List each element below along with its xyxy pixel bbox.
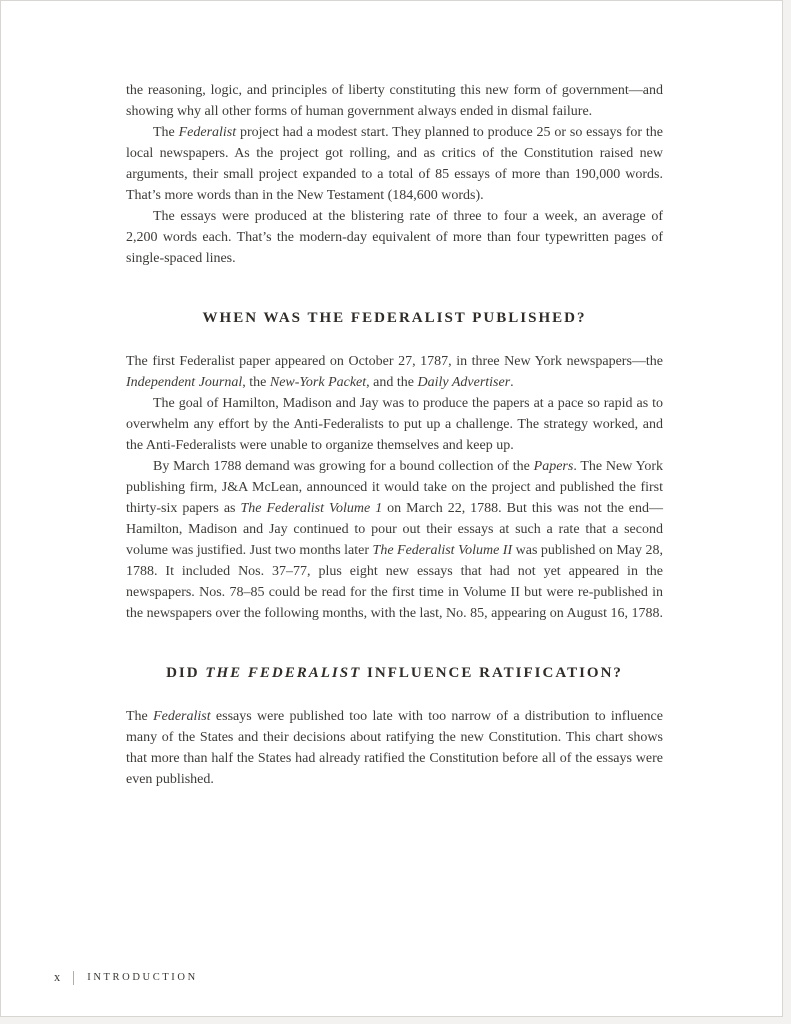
italic-text-run: The Federalist Volume 1	[240, 501, 383, 516]
text-run: The essays were produced at the blistering rate of three to four a week, an average of 2,200 words each. That’s the modern-day equivalent of more than four typewritten pages of single-spaced lines.	[126, 209, 663, 266]
italic-text-run: The Federalist Volume II	[372, 543, 513, 558]
text-run: on March 22, 1788. But this was not the end—Hamilton, Madison and Jay continued to pour out their essays at such a rate that a second volume was justified. Just two months later	[126, 501, 663, 558]
text-run: . The New York publishing firm, J&A McLean, announced it would take on the project and published the first thirty-six papers as	[126, 459, 663, 516]
italic-text-run: Federalist	[178, 125, 237, 140]
italic-text-run: Daily Advertiser	[417, 375, 511, 390]
text-run: , the	[242, 375, 270, 390]
text-run: essays were published too late with too narrow of a distribution to influence many of the States and their decisions about ratifying the new Constitution. This chart shows that more than half the States had already ratified the Constitution before all of the essays were even published.	[126, 709, 663, 787]
text-run: By March 1788 demand was growing for a bound collection of the	[153, 459, 534, 474]
text-run: .	[510, 375, 514, 390]
text-run: WHEN WAS THE FEDERALIST PUBLISHED?	[202, 310, 587, 326]
text-run: The first Federalist paper appeared on October 27, 1787, in three New York newspapers—the	[126, 354, 663, 369]
text-run: The	[153, 125, 179, 140]
text-run: project had a modest start. They planned to produce 25 or so essays for the local newspapers. As the project got rolling, and as critics of the Constitution raised new arguments, their small project expanded to a total of 85 essays of more than 190,000 words. That’s more words than in the New Testament (184,600 words).	[126, 125, 663, 203]
text-run: DID	[166, 665, 206, 681]
paragraph	[126, 122, 663, 206]
page-body	[1, 1, 782, 790]
running-head: INTRODUCTION	[87, 972, 198, 983]
section-heading	[126, 308, 663, 329]
text-run: The	[126, 709, 154, 724]
text-run: was published on May 28, 1788. It included Nos. 37–77, plus eight new essays that had not yet appeared in the newspapers. Nos. 78–85 could be read for the first time in Volume II but were re-published in the newspapers over the following months, with the last, No. 85, appearing on August 16, 1788.	[126, 543, 664, 621]
footer-divider	[73, 971, 74, 985]
paragraph	[126, 393, 663, 456]
italic-text-run: Federalist	[153, 709, 211, 724]
paragraph	[126, 351, 663, 393]
paragraph	[126, 206, 663, 269]
paragraph	[126, 80, 663, 122]
page-number: x	[54, 970, 61, 984]
text-run: INFLUENCE RATIFICATION?	[361, 665, 623, 681]
italic-text-run: New-York Packet	[269, 375, 367, 390]
text-run: , and the	[366, 375, 418, 390]
page-footer	[54, 970, 198, 985]
italic-text-run: Independent Journal	[126, 375, 243, 390]
italic-text-run: Papers	[533, 459, 574, 474]
text-run: the reasoning, logic, and principles of liberty constituting this new form of government—and showing why all other forms of human government always ended in dismal failure.	[126, 83, 663, 119]
paragraph	[126, 706, 663, 790]
italic-text-run: THE FEDERALIST	[205, 665, 362, 681]
text-run: The goal of Hamilton, Madison and Jay was to produce the papers at a pace so rapid as to overwhelm any effort by the Anti-Federalists to put up a challenge. The strategy worked, and the Anti-Federalists were unable to organize themselves and keep up.	[126, 396, 663, 453]
paragraph	[126, 456, 663, 624]
section-heading	[126, 663, 663, 684]
